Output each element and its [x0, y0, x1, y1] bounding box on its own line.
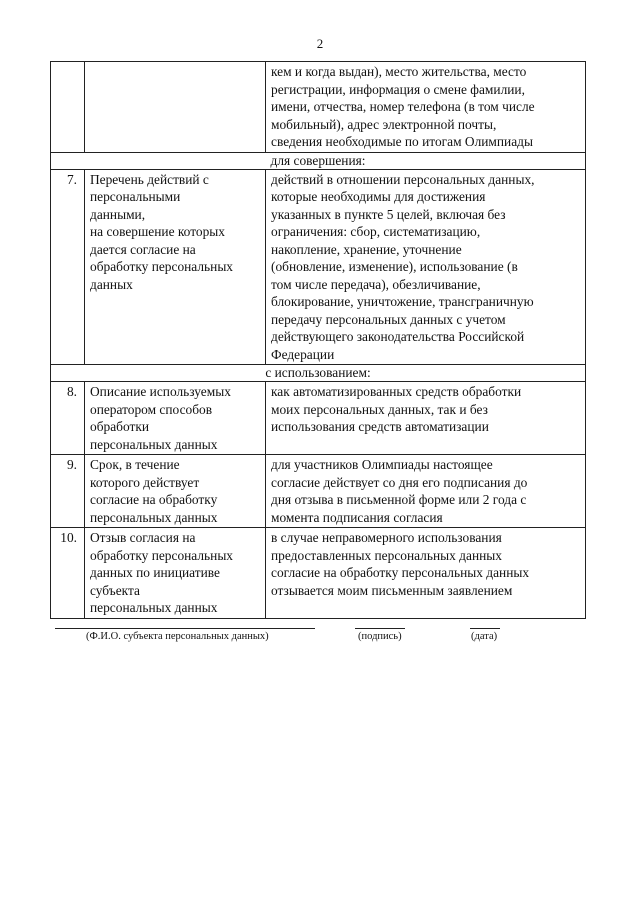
consent-table [50, 61, 586, 619]
row-value-cell [266, 455, 586, 528]
name-line: дается согласие на [90, 241, 196, 257]
value-line: согласие на обработку персональных данных [271, 565, 530, 580]
row-value-cell [266, 382, 586, 455]
row-number: 7. [51, 169, 85, 365]
value-line: (обновление, изменение), использование (в [271, 259, 518, 274]
row-number: 9. [51, 455, 85, 528]
row-number: 10. [51, 528, 85, 619]
table-row-7 [51, 169, 586, 365]
row-name-cell [85, 455, 266, 528]
value-line: мобильный), адрес электронной почты, [271, 116, 497, 132]
name-line: данных по инициативе [90, 565, 220, 580]
value-line: для участников Олимпиады настоящее [271, 457, 493, 472]
value-line: блокирование, уничтожение, трансграничную [271, 294, 534, 309]
name-line: Срок, в течение [90, 457, 180, 472]
value-line: предоставленных персональных данных [271, 547, 502, 563]
value-line: указанных в пункте 5 целей, включая без [271, 206, 506, 222]
value-line: моих персональных данных, так и без [271, 401, 488, 417]
value-line: Федерации [271, 346, 335, 362]
name-line: обработки [90, 419, 150, 434]
name-line: субъекта [90, 582, 140, 598]
value-line: отзывается моим письменным заявлением [271, 582, 513, 598]
name-line: Перечень действий с [90, 171, 209, 187]
row-name-cell [85, 169, 266, 365]
value-line: дня отзыва в письменной форме или 2 года с [271, 492, 527, 507]
table-row-continuation [51, 62, 586, 153]
name-line: Отзыв согласия на [90, 530, 196, 545]
name-line: оператором способов [90, 401, 213, 417]
name-line: данных [90, 276, 133, 292]
name-line: персональными [90, 189, 181, 204]
value-line: использования средств автоматизации [271, 419, 489, 434]
table-row-10 [51, 528, 586, 619]
value-line: которые необходимы для достижения [271, 189, 486, 204]
value-line: согласие действует со дня его подписания до [271, 474, 528, 490]
table-row-8 [51, 382, 586, 455]
value-line: кем и когда выдан), место жительства, место [271, 64, 527, 79]
table-separator-row [51, 152, 586, 169]
name-line: Описание используемых [90, 384, 231, 399]
date-signature-line[interactable] [470, 628, 500, 629]
value-line: момента подписания согласия [271, 509, 443, 525]
page-number: 2 [316, 36, 324, 51]
name-line: обработку персональных [90, 259, 234, 274]
name-line: данными, [90, 206, 146, 222]
value-line: сведения необходимые по итогам Олимпиады [271, 134, 533, 149]
value-line: ограничения: сбор, систематизацию, [271, 224, 481, 239]
name-line: обработку персональных [90, 547, 234, 563]
row-name-cell [85, 382, 266, 455]
value-line: том числе передача), обезличивание, [271, 276, 481, 292]
row-number-cell [51, 62, 85, 153]
name-line: на совершение которых [90, 224, 225, 239]
value-line: регистрации, информация о смене фамилии, [271, 81, 525, 97]
name-line: согласие на обработку [90, 492, 218, 507]
value-line: действий в отношении персональных данных, [271, 171, 535, 187]
row-value-cell [266, 528, 586, 619]
fio-label: (Ф.И.О. субъекта персональных данных) [86, 631, 269, 642]
name-line: персональных данных [90, 600, 218, 615]
value-line: действующего законодательства Российской [271, 329, 525, 344]
date-label: (дата) [471, 631, 498, 642]
sign-label: (подпись) [358, 631, 402, 642]
row-name-cell [85, 528, 266, 619]
sign-signature-line[interactable] [355, 628, 405, 629]
value-line: в случае неправомерного использования [271, 530, 502, 545]
value-line: передачу персональных данных с учетом [271, 311, 506, 327]
name-line: которого действует [90, 474, 200, 490]
value-line: как автоматизированных средств обработки [271, 384, 522, 399]
name-line: персональных данных [90, 509, 218, 525]
value-line: накопление, хранение, уточнение [271, 241, 462, 257]
fio-signature-line[interactable] [55, 628, 315, 629]
separator-text: для совершения: [51, 152, 586, 169]
table-row-9 [51, 455, 586, 528]
separator-text: с использованием: [51, 365, 586, 382]
row-value-cell [266, 169, 586, 365]
row-name-cell [85, 62, 266, 153]
table-separator-row [51, 365, 586, 382]
name-line: персональных данных [90, 436, 218, 452]
row-number: 8. [51, 382, 85, 455]
row-value-cell [266, 62, 586, 153]
value-line: имени, отчества, номер телефона (в том числе [271, 99, 535, 114]
